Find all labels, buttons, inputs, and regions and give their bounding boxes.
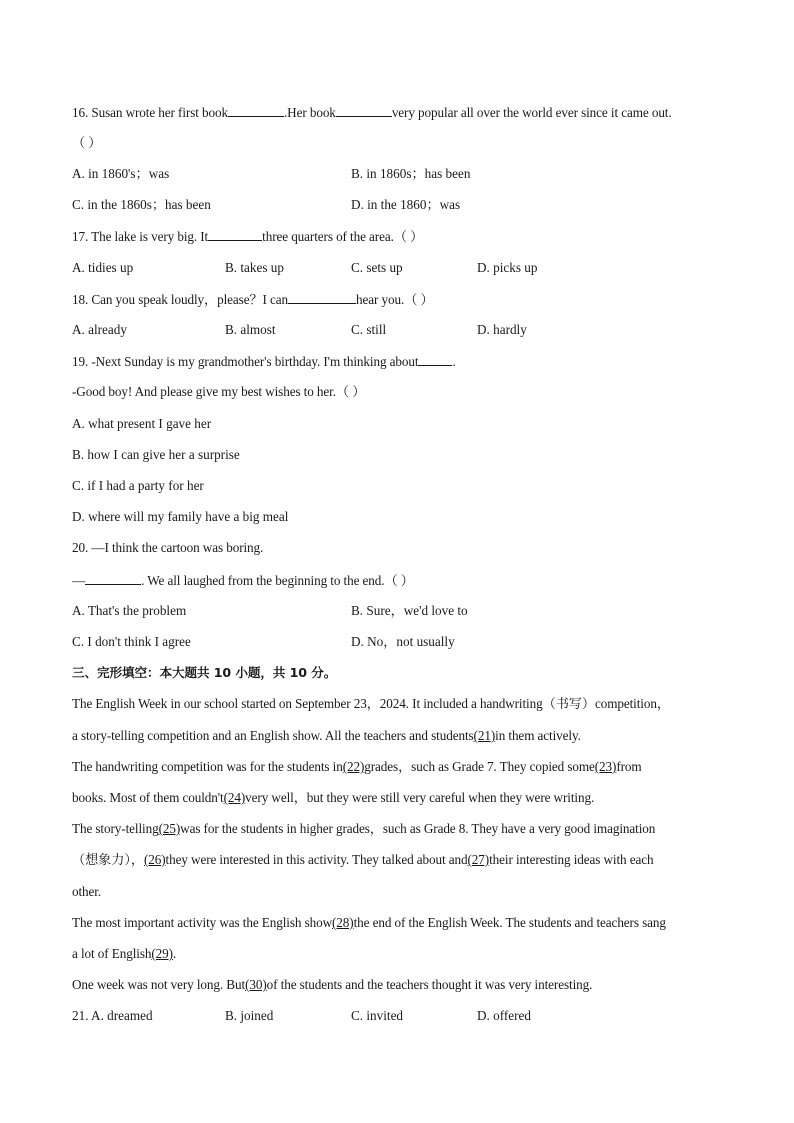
q19-stem-part: . [452, 354, 456, 369]
passage-text: grades，such as Grade 7. They copied some [364, 759, 595, 774]
q21-option-b: B. joined [225, 1008, 274, 1023]
q16-option-a: A. in 1860's；was [72, 166, 170, 181]
passage-line [72, 915, 666, 931]
section-heading: 三、完形填空：本大题共 10 小题，共 10 分。 [72, 665, 337, 680]
passage-text: was for the students in higher grades，such as Grade 8. They have a very good imagination [180, 821, 656, 836]
passage-text: of the students and the teachers thought it was very interesting. [266, 977, 593, 992]
answer-blank [288, 291, 356, 304]
answer-blank [208, 228, 262, 241]
passage-text: they were interested in this activity. They talked about and [165, 852, 468, 867]
q17-option-d: D. picks up [477, 260, 538, 275]
passage-line [72, 759, 642, 775]
q16-paren: （ ） [72, 135, 102, 150]
q21-option-a: 21. A. dreamed [72, 1008, 153, 1023]
q18-stem-part: hear you.（ ） [356, 292, 434, 307]
q20-option-a: A. That's the problem [72, 603, 187, 618]
passage-line [72, 821, 655, 837]
q20-option-c: C. I don't think I agree [72, 634, 191, 649]
passage-text: One week was not very long. But [72, 977, 246, 992]
q18-option-a: A. already [72, 322, 127, 337]
q17-option-a: A. tidies up [72, 260, 134, 275]
passage-line [72, 946, 176, 962]
passage-line: other. [72, 884, 102, 899]
answer-blank [336, 104, 392, 117]
passage-text: the end of the English Week. The students and teachers sang [353, 915, 666, 930]
q18-stem [72, 291, 434, 308]
blank-number-24: (24) [223, 790, 246, 805]
passage-text: . [172, 946, 177, 961]
q16-option-c: C. in the 1860s；has been [72, 197, 211, 212]
q20-stem: 20. —I think the cartoon was boring. [72, 540, 264, 555]
q21-option-d: D. offered [477, 1008, 531, 1023]
q19-option-b: B. how I can give her a surprise [72, 447, 240, 462]
q21-option-c: C. invited [351, 1008, 404, 1023]
passage-text: books. Most of them couldn't [72, 790, 224, 805]
q18-stem-part: 18. Can you speak loudly，please？I can [72, 292, 289, 307]
q19-option-d: D. where will my family have a big meal [72, 509, 289, 524]
answer-blank [85, 572, 141, 585]
q17-option-b: B. takes up [225, 260, 284, 275]
blank-number-26: (26) [143, 852, 166, 867]
q19-line2: -Good boy! And please give my best wishes to her.（ ） [72, 384, 366, 399]
passage-text: （想象力）， [72, 852, 144, 867]
q18-option-c: C. still [351, 322, 387, 337]
q16-option-b: B. in 1860s；has been [351, 166, 471, 181]
q18-option-d: D. hardly [477, 322, 527, 337]
blank-number-27: (27) [467, 852, 490, 867]
passage-text: very well，but they were still very careful when they were writing. [245, 790, 595, 805]
passage-text: their interesting ideas with each [489, 852, 654, 867]
q19-stem [72, 353, 456, 370]
passage-text: The story-telling [72, 821, 159, 836]
blank-number-21: (21) [473, 728, 496, 743]
q17-stem-part: 17. The lake is very big. It [72, 229, 209, 244]
q18-option-b: B. almost [225, 322, 276, 337]
passage-text: in them actively. [495, 728, 581, 743]
passage-line [72, 852, 654, 868]
passage-line [72, 790, 594, 806]
q20-line2-text: . We all laughed from the beginning to the end.（ ） [141, 573, 414, 588]
q17-stem [72, 228, 423, 245]
q17-option-c: C. sets up [351, 260, 403, 275]
q19-option-c: C. if I had a party for her [72, 478, 204, 493]
q19-option-a: A. what present I gave her [72, 416, 212, 431]
q16-stem-part: .Her book [283, 105, 336, 120]
passage-text: The handwriting competition was for the students in [72, 759, 343, 774]
blank-number-23: (23) [594, 759, 617, 774]
answer-blank [228, 104, 284, 117]
passage-line: The English Week in our school started on September 23，2024. It included a handwriting（书写）competition， [72, 696, 670, 711]
q20-line2 [72, 572, 414, 589]
blank-number-30: (30) [245, 977, 267, 992]
passage-line [72, 728, 581, 744]
q17-stem-part: three quarters of the area.（ ） [262, 229, 424, 244]
q16-stem-part: very popular all over the world ever since it came out. [391, 105, 672, 120]
blank-number-22: (22) [342, 759, 365, 774]
passage-text: a lot of English [72, 946, 152, 961]
passage-text: from [616, 759, 642, 774]
q16-stem [72, 104, 672, 121]
q20-option-b: B. Sure，we'd love to [351, 603, 468, 618]
blank-number-25: (25) [158, 821, 181, 836]
q16-option-d: D. in the 1860；was [351, 197, 461, 212]
passage-text: The most important activity was the English show [72, 915, 333, 930]
q20-dash: — [72, 573, 86, 588]
passage-line [72, 977, 592, 993]
q20-option-d: D. No，not usually [351, 634, 455, 649]
blank-number-29: (29) [151, 946, 173, 961]
q19-stem-part: 19. -Next Sunday is my grandmother's birthday. I'm thinking about [72, 354, 419, 369]
blank-number-28: (28) [332, 915, 354, 930]
q16-stem-part: 16. Susan wrote her first book [72, 105, 228, 120]
answer-blank [418, 353, 452, 366]
passage-text: a story-telling competition and an English show. All the teachers and students [72, 728, 474, 743]
